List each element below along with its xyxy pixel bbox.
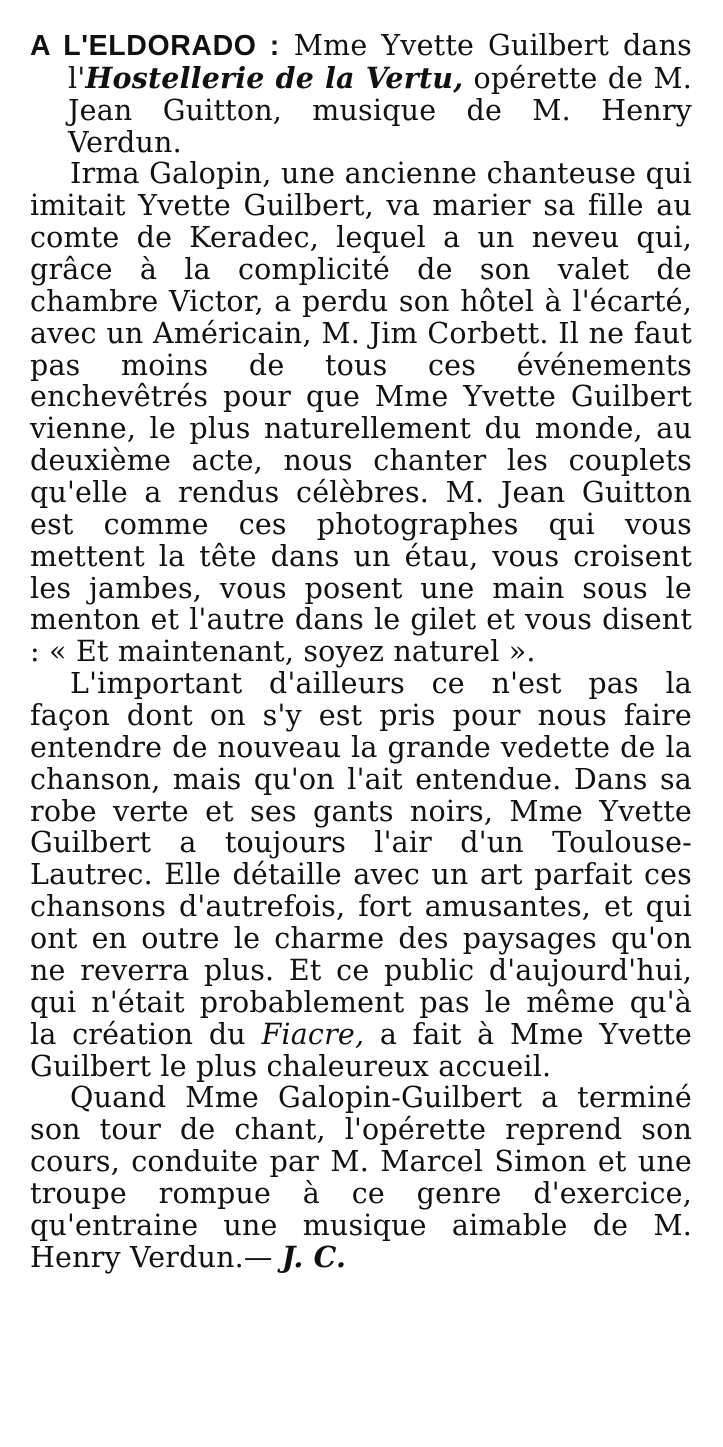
fiacre-title: Fiacre, xyxy=(261,1017,365,1051)
article-heading xyxy=(30,30,692,158)
show-title: Hostellerie de la Vertu, xyxy=(85,60,464,95)
paragraph-performance xyxy=(30,668,692,1082)
venue-title: A L'ELDORADO : xyxy=(30,30,280,62)
heading-info-1: Mme Yvette Guilbert dans l' xyxy=(68,29,692,95)
paragraph-plot: Irma Galopin, une ancienne chanteuse qui imitait Yvette Guilbert, va marier sa fille au comte de Keradec, lequel a un neveu qui, grâce à la complicité de son valet de chambre Victor, a perdu son hôtel à l'écarté, avec un Américain, M. Jim Corbett. Il ne faut pas moins de tous ces événements enchevêtrés pour que Mme Yvette Guilbert vienne, le plus naturellement du monde, au deuxième acte, nous chanter les couplets qu'elle a rendus célèbres. M. Jean Guitton est comme ces photographes qui vous mettent la tête dans un étau, vous croisent les jambes, vous posent une main sous le menton et l'autre dans le gilet et vous disent : « Et maintenant, soyez naturel ». xyxy=(30,157,692,669)
paragraph-conclusion xyxy=(30,1082,692,1273)
newspaper-clipping xyxy=(30,30,692,1274)
paragraph-performance-text-b: a fait à Mme Yvette Guilbert le plus chaleureux accueil. xyxy=(30,1017,692,1083)
heading-info-2: opérette de M. Jean Guitton, musique de M. Henry Verdun. xyxy=(68,61,692,159)
author-signature: J. C. xyxy=(281,1239,347,1274)
paragraph-performance-text-a: L'important d'ailleurs ce n'est pas la façon dont on s'y est pris pour nous faire entendre de nouveau la grande vedette de la chanson, mais qu'on l'ait entendue. Dans sa robe verte et ses gants noirs, Mme Yvette Guilbert a toujours l'air d'un Toulouse-Lautrec. Elle détaille avec un art parfait ces chansons d'autrefois, fort amusantes, et qui ont en outre le charme des paysages qu'on ne reverra plus. Et ce public d'aujourd'hui, qui n'était probablement pas le même qu'à la création du xyxy=(30,667,692,1051)
paragraph-conclusion-text: Quand Mme Galopin-Guilbert a terminé son tour de chant, l'opérette reprend son cours, conduite par M. Marcel Simon et une troupe rompue à ce genre d'exercice, qu'entraine une musique aimable de M. Henry Verdun.— xyxy=(30,1081,692,1274)
